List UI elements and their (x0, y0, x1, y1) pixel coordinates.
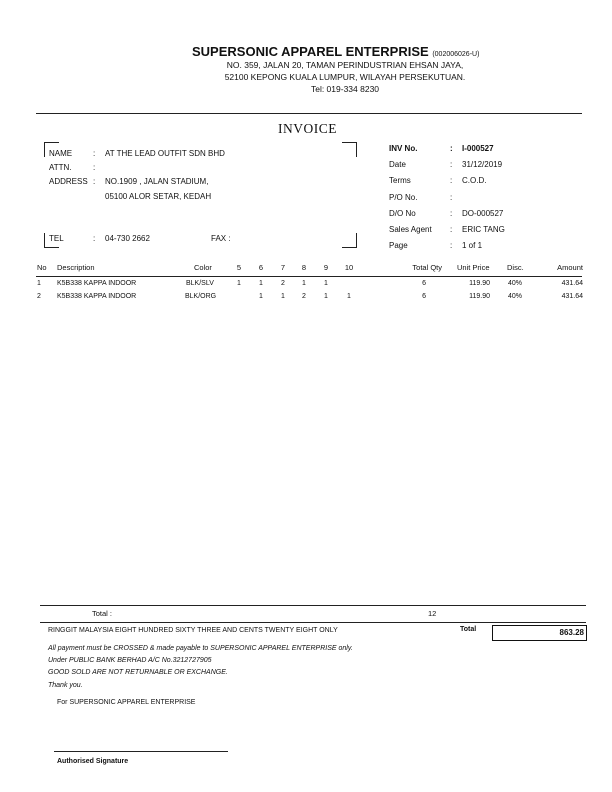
authorised-signature-label: Authorised Signature (57, 758, 129, 765)
row-amount: 431.64 (561, 293, 583, 300)
do-label: D/O No (389, 209, 416, 218)
grand-total-label: Total (460, 626, 477, 633)
col-size-9-header: 9 (323, 263, 329, 272)
colon: : (450, 209, 453, 218)
col-disc-header: Disc. (507, 263, 524, 272)
document-title: INVOICE (278, 121, 337, 136)
row-description: K5B338 KAPPA INDOOR (57, 280, 137, 287)
for-company: For SUPERSONIC APPAREL ENTERPRISE (57, 699, 196, 706)
colon: : (450, 160, 453, 169)
row-size-8: 1 (302, 280, 306, 287)
col-no-header: No (37, 263, 47, 272)
colon: : (93, 163, 96, 172)
payment-note-2: Under PUBLIC BANK BERHAD A/C No.3212727905 (48, 657, 212, 664)
row-no: 1 (37, 280, 41, 287)
company-reg-no: (002006026-U) (432, 51, 480, 58)
invoice-date: 31/12/2019 (462, 160, 503, 169)
footer-mid-divider (40, 622, 586, 623)
bracket-bottom-right (342, 233, 357, 248)
col-unit-price-header: Unit Price (457, 263, 490, 272)
company-tel: Tel: 019-334 8230 (310, 84, 380, 94)
row-size-8: 2 (302, 293, 306, 300)
date-label: Date (389, 160, 406, 169)
amount-in-words: RINGGIT MALAYSIA EIGHT HUNDRED SIXTY THREE AND CENTS TWENTY EIGHT ONLY (48, 627, 338, 634)
row-size-6: 1 (259, 280, 263, 287)
table-header-divider (36, 276, 582, 277)
row-size-5: 1 (237, 280, 241, 287)
return-policy-note: GOOD SOLD ARE NOT RETURNABLE OR EXCHANGE. (48, 669, 228, 676)
inv-no: I-000527 (462, 144, 494, 153)
terms-label: Terms (389, 176, 411, 185)
footer-top-divider (40, 605, 586, 606)
po-label: P/O No. (389, 193, 418, 202)
row-total-qty: 6 (422, 280, 426, 287)
row-disc: 40% (508, 280, 523, 287)
colon: : (93, 177, 96, 186)
customer-address-2: 05100 ALOR SETAR, KEDAH (105, 192, 212, 201)
colon: : (93, 234, 96, 243)
customer-attn-label: ATTN. (49, 163, 72, 172)
header-divider (36, 113, 582, 114)
colon: : (93, 149, 96, 158)
col-size-8-header: 8 (301, 263, 307, 272)
row-total-qty: 6 (422, 293, 426, 300)
do-no: DO-000527 (462, 209, 504, 218)
customer-tel-label: TEL (49, 234, 64, 243)
col-size-7-header: 7 (280, 263, 286, 272)
row-size-10: 1 (347, 293, 351, 300)
row-unit-price: 119.90 (469, 293, 490, 300)
row-color: BLK/ORG (185, 293, 217, 300)
colon: : (450, 176, 453, 185)
col-size-6-header: 6 (258, 263, 264, 272)
row-color: BLK/SLV (186, 280, 214, 287)
row-no: 2 (37, 293, 41, 300)
signature-line (54, 751, 228, 752)
sales-agent: ERIC TANG (462, 225, 505, 234)
row-size-9: 1 (324, 280, 328, 287)
terms: C.O.D. (462, 176, 487, 185)
grand-total-amount: 863.28 (559, 628, 584, 637)
row-size-6: 1 (259, 293, 263, 300)
colon: : (450, 144, 453, 153)
row-unit-price: 119.90 (469, 280, 490, 287)
thank-you-note: Thank you. (48, 682, 83, 689)
row-description: K5B338 KAPPA INDOOR (57, 293, 137, 300)
company-address-2: 52100 KEPONG KUALA LUMPUR, WILAYAH PERSEKUTUAN. (224, 72, 466, 82)
col-size-10-header: 10 (344, 263, 354, 272)
company-name-block (192, 44, 479, 59)
col-amount-header: Amount (557, 263, 583, 272)
footer-total-qty: 12 (428, 609, 437, 618)
colon: : (450, 193, 453, 202)
company-name: SUPERSONIC APPAREL ENTERPRISE (192, 44, 429, 59)
customer-address-1: NO.1909 , JALAN STADIUM, (105, 177, 209, 186)
col-size-5-header: 5 (236, 263, 242, 272)
row-amount: 431.64 (561, 280, 583, 287)
page-number: 1 of 1 (462, 241, 483, 250)
col-description-header: Description (57, 263, 95, 272)
grand-total-box (492, 625, 587, 641)
company-address-1: NO. 359, JALAN 20, TAMAN PERINDUSTRIAN EHSAN JAYA, (226, 60, 464, 70)
col-color-header: Color (194, 263, 212, 272)
customer-name: AT THE LEAD OUTFIT SDN BHD (105, 149, 225, 158)
customer-tel: 04-730 2662 (105, 234, 150, 243)
row-size-9: 1 (324, 293, 328, 300)
row-disc: 40% (508, 293, 523, 300)
bracket-top-right (342, 142, 357, 157)
customer-name-label: NAME (49, 149, 73, 158)
row-size-7: 2 (281, 280, 285, 287)
colon: : (450, 225, 453, 234)
customer-fax-label: FAX : (211, 234, 231, 243)
col-total-qty-header: Total Qty (412, 263, 442, 272)
footer-total-label: Total : (92, 609, 113, 618)
customer-address-label: ADDRESS (49, 177, 88, 186)
sales-agent-label: Sales Agent (389, 225, 432, 234)
payment-note-1: All payment must be CROSSED & made payable to SUPERSONIC APPAREL ENTERPRISE only. (48, 645, 353, 652)
colon: : (450, 241, 453, 250)
page-label: Page (389, 241, 408, 250)
row-size-7: 1 (281, 293, 285, 300)
inv-no-label: INV No. (389, 144, 418, 153)
